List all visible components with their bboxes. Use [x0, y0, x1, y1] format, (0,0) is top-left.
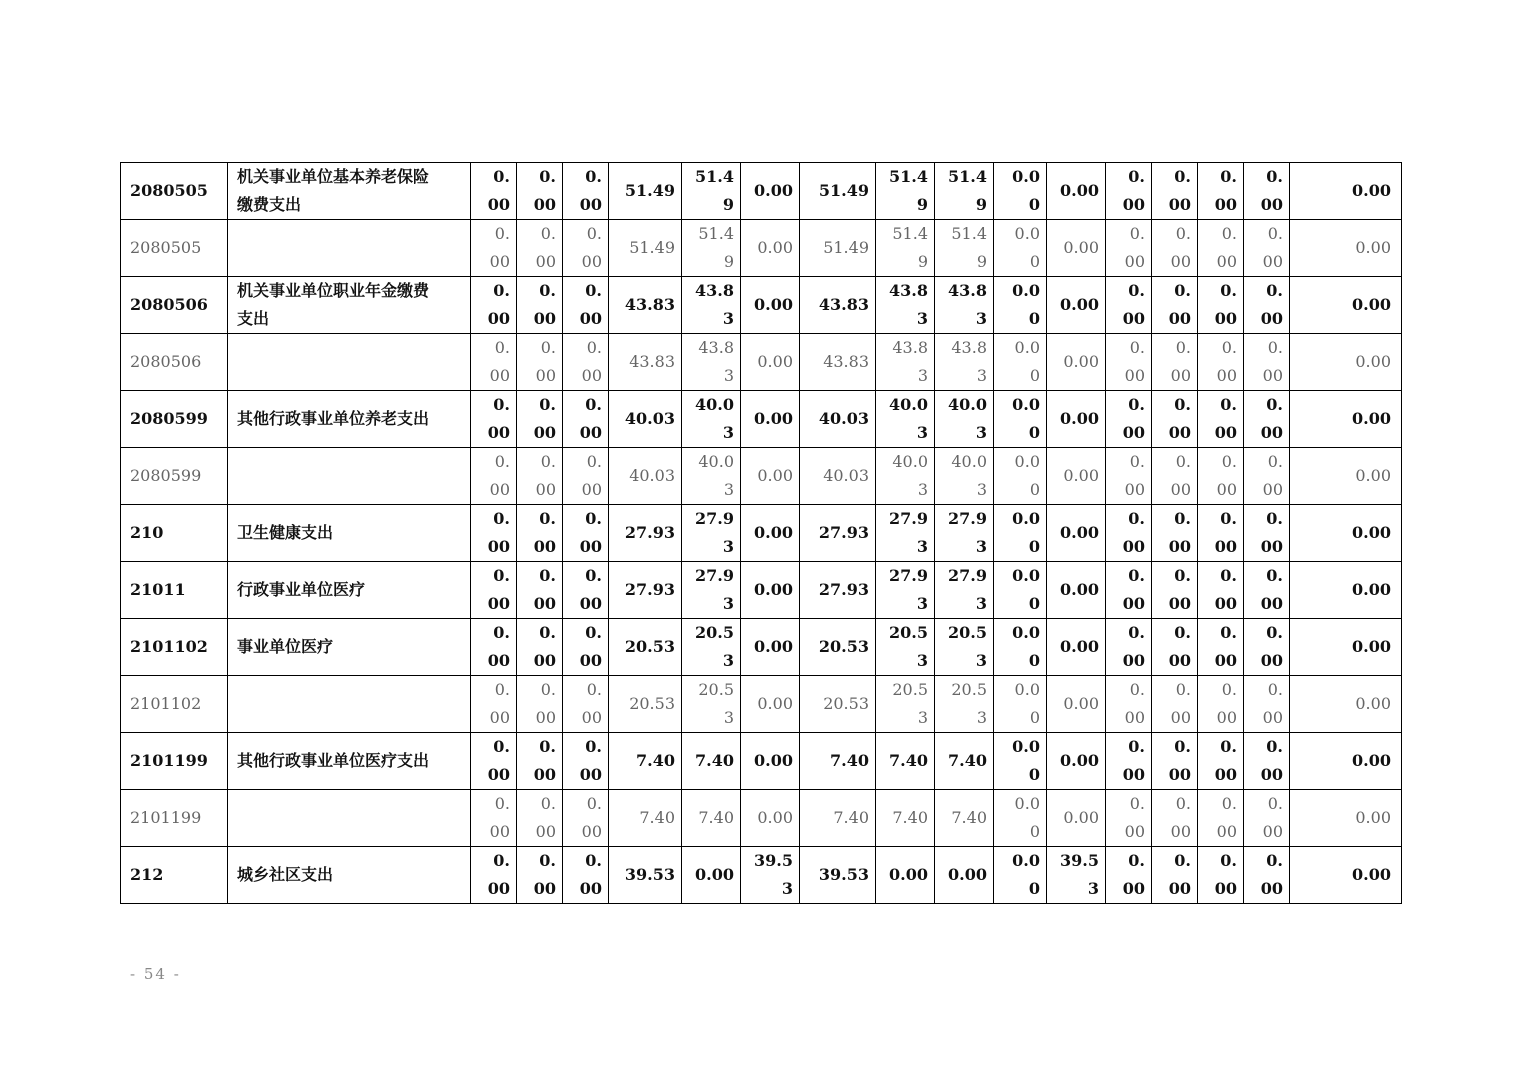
table-row	[121, 790, 1402, 847]
value-cell: 0.00	[741, 448, 800, 505]
row-name-cell: 其他行政事业单位医疗支出	[228, 733, 471, 790]
value-cell: 0. 00	[1152, 505, 1198, 562]
value-cell: 20.53	[800, 619, 876, 676]
row-name-cell	[228, 790, 471, 847]
value-cell: 0. 00	[1198, 277, 1244, 334]
value-cell: 0. 00	[1152, 733, 1198, 790]
value-cell: 0. 00	[471, 733, 517, 790]
row-code-cell: 2080506	[121, 277, 228, 334]
value-cell: 0.00	[1047, 676, 1106, 733]
value-cell: 20.5 3	[682, 619, 741, 676]
value-cell: 0.0 0	[994, 619, 1047, 676]
value-cell: 7.40	[876, 790, 935, 847]
value-cell: 0.0 0	[994, 562, 1047, 619]
value-cell: 0.00	[1290, 505, 1402, 562]
value-cell: 0. 00	[1244, 619, 1290, 676]
value-cell: 0. 00	[471, 847, 517, 904]
value-cell: 0. 00	[1198, 334, 1244, 391]
value-cell: 0.00	[1047, 163, 1106, 220]
value-cell: 40.03	[800, 391, 876, 448]
value-cell: 39.5 3	[741, 847, 800, 904]
value-cell: 0. 00	[471, 334, 517, 391]
value-cell: 51.4 9	[935, 220, 994, 277]
value-cell: 0.00	[1047, 334, 1106, 391]
value-cell: 0. 00	[517, 790, 563, 847]
value-cell: 0.0 0	[994, 847, 1047, 904]
value-cell: 0.00	[1047, 277, 1106, 334]
value-cell: 0. 00	[1152, 847, 1198, 904]
value-cell: 0.00	[1290, 334, 1402, 391]
value-cell: 40.0 3	[682, 448, 741, 505]
value-cell: 0. 00	[1152, 676, 1198, 733]
value-cell: 0. 00	[563, 562, 609, 619]
value-cell: 0.00	[1290, 562, 1402, 619]
value-cell: 0.0 0	[994, 163, 1047, 220]
row-name-cell: 事业单位医疗	[228, 619, 471, 676]
value-cell: 0. 00	[517, 220, 563, 277]
value-cell: 0. 00	[1198, 448, 1244, 505]
value-cell: 0. 00	[1152, 448, 1198, 505]
value-cell: 0.00	[741, 733, 800, 790]
value-cell: 0. 00	[1106, 277, 1152, 334]
value-cell: 20.53	[609, 619, 682, 676]
value-cell: 20.5 3	[876, 676, 935, 733]
value-cell: 0. 00	[517, 391, 563, 448]
row-name-cell	[228, 448, 471, 505]
value-cell: 51.4 9	[935, 163, 994, 220]
row-code-cell: 2080506	[121, 334, 228, 391]
value-cell: 27.9 3	[682, 562, 741, 619]
value-cell: 0. 00	[471, 505, 517, 562]
value-cell: 0. 00	[517, 505, 563, 562]
value-cell: 27.9 3	[935, 562, 994, 619]
value-cell: 20.53	[800, 676, 876, 733]
value-cell: 40.0 3	[935, 448, 994, 505]
row-name-cell: 城乡社区支出	[228, 847, 471, 904]
value-cell: 43.8 3	[876, 277, 935, 334]
value-cell: 0. 00	[471, 676, 517, 733]
value-cell: 0.00	[741, 220, 800, 277]
value-cell: 0.00	[741, 334, 800, 391]
value-cell: 0. 00	[563, 676, 609, 733]
value-cell: 7.40	[682, 790, 741, 847]
value-cell: 0. 00	[1198, 619, 1244, 676]
value-cell: 0. 00	[1152, 334, 1198, 391]
row-name-cell: 行政事业单位医疗	[228, 562, 471, 619]
value-cell: 0. 00	[1106, 676, 1152, 733]
value-cell: 0.00	[1047, 790, 1106, 847]
value-cell: 27.93	[800, 562, 876, 619]
value-cell: 0.0 0	[994, 676, 1047, 733]
value-cell: 0. 00	[471, 619, 517, 676]
table-row	[121, 847, 1402, 904]
value-cell: 0.0 0	[994, 790, 1047, 847]
table-row	[121, 163, 1402, 220]
table-row	[121, 676, 1402, 733]
page-number: - 54 -	[130, 965, 181, 983]
value-cell: 0. 00	[1198, 562, 1244, 619]
value-cell: 0.00	[741, 391, 800, 448]
value-cell: 7.40	[800, 790, 876, 847]
value-cell: 0.00	[741, 790, 800, 847]
table-row	[121, 448, 1402, 505]
row-name-cell: 机关事业单位职业年金缴费 支出	[228, 277, 471, 334]
value-cell: 0.00	[876, 847, 935, 904]
value-cell: 51.49	[609, 163, 682, 220]
value-cell: 0. 00	[471, 391, 517, 448]
row-code-cell: 2080599	[121, 448, 228, 505]
value-cell: 0. 00	[1244, 220, 1290, 277]
value-cell: 0. 00	[1198, 733, 1244, 790]
value-cell: 0.00	[1047, 562, 1106, 619]
value-cell: 0. 00	[1198, 163, 1244, 220]
value-cell: 40.0 3	[876, 448, 935, 505]
value-cell: 0. 00	[517, 334, 563, 391]
value-cell: 0. 00	[1198, 847, 1244, 904]
value-cell: 51.4 9	[876, 220, 935, 277]
value-cell: 0. 00	[1198, 790, 1244, 847]
value-cell: 7.40	[682, 733, 741, 790]
value-cell: 20.5 3	[682, 676, 741, 733]
value-cell: 0. 00	[563, 790, 609, 847]
value-cell: 0. 00	[563, 391, 609, 448]
value-cell: 43.83	[800, 334, 876, 391]
row-code-cell: 210	[121, 505, 228, 562]
value-cell: 0.00	[1290, 847, 1402, 904]
row-name-cell	[228, 676, 471, 733]
value-cell: 43.8 3	[682, 277, 741, 334]
value-cell: 0.0 0	[994, 391, 1047, 448]
table-row	[121, 277, 1402, 334]
value-cell: 0. 00	[563, 847, 609, 904]
value-cell: 0. 00	[1198, 391, 1244, 448]
value-cell: 40.03	[609, 448, 682, 505]
value-cell: 0. 00	[517, 448, 563, 505]
value-cell: 0. 00	[1152, 220, 1198, 277]
value-cell: 0.00	[1290, 448, 1402, 505]
value-cell: 0.00	[1047, 220, 1106, 277]
table-row	[121, 334, 1402, 391]
value-cell: 27.93	[609, 562, 682, 619]
value-cell: 51.49	[609, 220, 682, 277]
value-cell: 0.00	[1047, 448, 1106, 505]
value-cell: 0. 00	[1244, 448, 1290, 505]
value-cell: 0.00	[741, 277, 800, 334]
value-cell: 0.00	[935, 847, 994, 904]
value-cell: 0. 00	[517, 733, 563, 790]
value-cell: 0.0 0	[994, 277, 1047, 334]
value-cell: 0. 00	[563, 448, 609, 505]
value-cell: 0. 00	[563, 505, 609, 562]
value-cell: 0. 00	[563, 619, 609, 676]
value-cell: 51.4 9	[876, 163, 935, 220]
table-row	[121, 733, 1402, 790]
row-code-cell: 2101102	[121, 619, 228, 676]
value-cell: 0.00	[741, 619, 800, 676]
table-row	[121, 562, 1402, 619]
value-cell: 0. 00	[1244, 277, 1290, 334]
value-cell: 40.03	[609, 391, 682, 448]
value-cell: 0.00	[1290, 277, 1402, 334]
value-cell: 27.9 3	[876, 505, 935, 562]
value-cell: 0.00	[1290, 676, 1402, 733]
value-cell: 0.00	[682, 847, 741, 904]
value-cell: 27.9 3	[876, 562, 935, 619]
value-cell: 0. 00	[1244, 505, 1290, 562]
value-cell: 0. 00	[471, 562, 517, 619]
value-cell: 0. 00	[563, 277, 609, 334]
row-code-cell: 21011	[121, 562, 228, 619]
table-row	[121, 505, 1402, 562]
value-cell: 43.83	[800, 277, 876, 334]
value-cell: 0. 00	[1244, 847, 1290, 904]
table-row	[121, 619, 1402, 676]
value-cell: 7.40	[609, 790, 682, 847]
value-cell: 40.0 3	[682, 391, 741, 448]
value-cell: 27.93	[800, 505, 876, 562]
value-cell: 7.40	[935, 790, 994, 847]
value-cell: 0. 00	[517, 163, 563, 220]
value-cell: 0. 00	[563, 220, 609, 277]
value-cell: 0. 00	[1152, 391, 1198, 448]
value-cell: 0. 00	[1106, 220, 1152, 277]
value-cell: 51.49	[800, 220, 876, 277]
value-cell: 0.0 0	[994, 334, 1047, 391]
row-code-cell: 2101102	[121, 676, 228, 733]
value-cell: 0. 00	[1244, 163, 1290, 220]
value-cell: 0. 00	[471, 790, 517, 847]
value-cell: 0.00	[1290, 733, 1402, 790]
row-name-cell: 卫生健康支出	[228, 505, 471, 562]
value-cell: 20.5 3	[876, 619, 935, 676]
value-cell: 40.0 3	[876, 391, 935, 448]
value-cell: 0. 00	[1152, 619, 1198, 676]
value-cell: 0. 00	[1106, 391, 1152, 448]
value-cell: 51.4 9	[682, 220, 741, 277]
value-cell: 0.00	[1290, 391, 1402, 448]
value-cell: 0. 00	[471, 277, 517, 334]
value-cell: 0. 00	[1106, 163, 1152, 220]
value-cell: 7.40	[935, 733, 994, 790]
value-cell: 0.00	[1047, 505, 1106, 562]
value-cell: 0. 00	[1244, 334, 1290, 391]
row-name-cell	[228, 220, 471, 277]
value-cell: 0. 00	[517, 676, 563, 733]
value-cell: 20.5 3	[935, 676, 994, 733]
row-name-cell: 机关事业单位基本养老保险 缴费支出	[228, 163, 471, 220]
value-cell: 0. 00	[517, 847, 563, 904]
value-cell: 0. 00	[517, 619, 563, 676]
value-cell: 0. 00	[517, 277, 563, 334]
row-code-cell: 212	[121, 847, 228, 904]
value-cell: 0.00	[1047, 391, 1106, 448]
value-cell: 0. 00	[1152, 163, 1198, 220]
value-cell: 27.9 3	[682, 505, 741, 562]
value-cell: 0.00	[1047, 733, 1106, 790]
value-cell: 43.8 3	[935, 334, 994, 391]
value-cell: 0.00	[1290, 220, 1402, 277]
value-cell: 7.40	[609, 733, 682, 790]
row-name-cell	[228, 334, 471, 391]
value-cell: 51.49	[800, 163, 876, 220]
value-cell: 0. 00	[1152, 277, 1198, 334]
value-cell: 0. 00	[471, 163, 517, 220]
value-cell: 39.53	[800, 847, 876, 904]
value-cell: 7.40	[800, 733, 876, 790]
value-cell: 0. 00	[1106, 448, 1152, 505]
value-cell: 43.8 3	[682, 334, 741, 391]
value-cell: 27.9 3	[935, 505, 994, 562]
value-cell: 43.8 3	[935, 277, 994, 334]
value-cell: 0.00	[1290, 790, 1402, 847]
value-cell: 0.00	[1047, 619, 1106, 676]
value-cell: 0. 00	[471, 448, 517, 505]
value-cell: 0. 00	[1106, 733, 1152, 790]
value-cell: 0.00	[741, 562, 800, 619]
value-cell: 0. 00	[471, 220, 517, 277]
value-cell: 27.93	[609, 505, 682, 562]
row-code-cell: 2080505	[121, 163, 228, 220]
value-cell: 0. 00	[1198, 220, 1244, 277]
budget-table	[120, 162, 1402, 904]
value-cell: 20.53	[609, 676, 682, 733]
row-code-cell: 2080599	[121, 391, 228, 448]
value-cell: 43.83	[609, 334, 682, 391]
row-name-cell: 其他行政事业单位养老支出	[228, 391, 471, 448]
value-cell: 0.00	[741, 505, 800, 562]
value-cell: 0. 00	[1106, 847, 1152, 904]
value-cell: 40.0 3	[935, 391, 994, 448]
value-cell: 43.83	[609, 277, 682, 334]
table-row	[121, 220, 1402, 277]
value-cell: 0. 00	[517, 562, 563, 619]
value-cell: 39.53	[609, 847, 682, 904]
value-cell: 0. 00	[1152, 790, 1198, 847]
value-cell: 0. 00	[1106, 619, 1152, 676]
value-cell: 0. 00	[1106, 562, 1152, 619]
value-cell: 51.4 9	[682, 163, 741, 220]
row-code-cell: 2080505	[121, 220, 228, 277]
value-cell: 0. 00	[1198, 505, 1244, 562]
value-cell: 0.0 0	[994, 220, 1047, 277]
value-cell: 0. 00	[1244, 733, 1290, 790]
value-cell: 0.00	[741, 163, 800, 220]
value-cell: 0. 00	[1198, 676, 1244, 733]
value-cell: 0. 00	[563, 733, 609, 790]
value-cell: 0. 00	[1106, 505, 1152, 562]
value-cell: 0.00	[1290, 619, 1402, 676]
value-cell: 0. 00	[1244, 562, 1290, 619]
value-cell: 0. 00	[1152, 562, 1198, 619]
value-cell: 20.5 3	[935, 619, 994, 676]
value-cell: 0. 00	[563, 334, 609, 391]
value-cell: 0.00	[1290, 163, 1402, 220]
value-cell: 43.8 3	[876, 334, 935, 391]
value-cell: 7.40	[876, 733, 935, 790]
value-cell: 0. 00	[563, 163, 609, 220]
table-row	[121, 391, 1402, 448]
value-cell: 0. 00	[1106, 790, 1152, 847]
value-cell: 0.0 0	[994, 448, 1047, 505]
value-cell: 0. 00	[1106, 334, 1152, 391]
value-cell: 0.0 0	[994, 505, 1047, 562]
value-cell: 0.0 0	[994, 733, 1047, 790]
value-cell: 0.00	[741, 676, 800, 733]
row-code-cell: 2101199	[121, 790, 228, 847]
row-code-cell: 2101199	[121, 733, 228, 790]
value-cell: 0. 00	[1244, 391, 1290, 448]
value-cell: 0. 00	[1244, 790, 1290, 847]
value-cell: 39.5 3	[1047, 847, 1106, 904]
value-cell: 0. 00	[1244, 676, 1290, 733]
value-cell: 40.03	[800, 448, 876, 505]
